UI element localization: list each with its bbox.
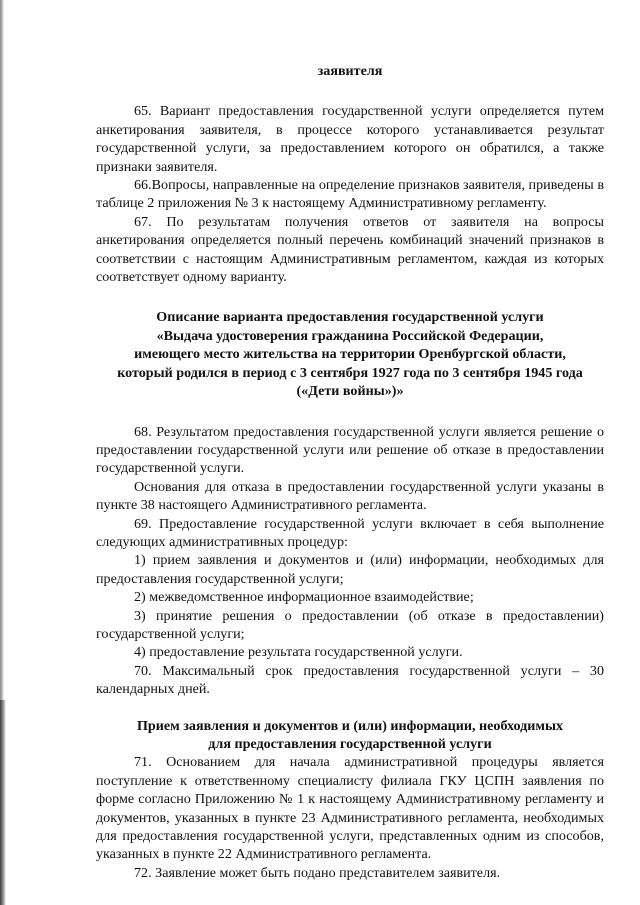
- procedure-1: 1) прием заявления и документов и (или) информации, необходимых для предоставления государственной услуги;: [96, 552, 604, 587]
- section-heading-line: «Выдача удостоверения гражданина Российской Федерации,: [156, 327, 544, 344]
- paragraph-65: 65. Вариант предоставления государственной услуги определяется путем анкетирования заявителя, в процессе которого устанавливается результат государственной услуги, за предоставлением которого он обратился, а также признаки заявителя.: [96, 103, 604, 175]
- section-heading-variant: [96, 308, 604, 400]
- section-heading-line: Описание варианта предоставления государственной услуги: [156, 309, 544, 326]
- procedure-3: 3) принятие решения о предоставлении (об отказе в предоставлении) государственной услуги;: [96, 607, 604, 642]
- procedure-2: 2) межведомственное информационное взаимодействие;: [134, 589, 474, 606]
- paragraph-71: 71. Основанием для начала административной процедуры является поступление к ответственному специалисту филиала ГКУ ЦСПН заявления по форме согласно Приложению № 1 к настоящему Административному регламенту и документов, указанных в пункте 23 Административного регламента, необходимых для предоставления государственной услуги, представленных одним из способов, указанных в пункте 22 Административного регламента.: [96, 754, 604, 863]
- paragraph-67: 67. По результатам получения ответов от заявителя на вопросы анкетирования определяется полный перечень комбинаций значений признаков в соответствии с настоящим Административным регламентом, каждая из которых соответствует одному варианту.: [96, 213, 604, 286]
- document-body: [96, 62, 604, 882]
- procedure-4: 4) предоставление результата государственной услуги.: [134, 644, 463, 661]
- section-heading-line: который родился в период с 3 сентября 1927 года по 3 сентября 1945 года: [117, 364, 583, 381]
- paragraph-68: 68. Результатом предоставления государственной услуги является решение о предоставлении государственной услуги или решение об отказе в предоставлении государственной услуги.: [96, 423, 604, 477]
- heading-top: заявителя: [317, 63, 383, 79]
- paragraph-69: 69. Предоставление государственной услуги включает в себя выполнение следующих административных процедур:: [96, 515, 604, 550]
- section-heading-line: («Дети войны»)»: [296, 383, 404, 400]
- section-heading-line: для предоставления государственной услуги: [208, 736, 492, 752]
- section-heading-application: [96, 717, 604, 754]
- scan-edge-shadow-lower: [0, 700, 6, 905]
- section-heading-line: имеющего место жительства на территории Оренбургской области,: [134, 346, 566, 363]
- paragraph-72: 72. Заявление может быть подано представителем заявителя.: [134, 864, 501, 881]
- paragraph-70: 70. Максимальный срок предоставления государственной услуги – 30 календарных дней.: [96, 662, 604, 698]
- section-heading-line: Прием заявления и документов и (или) информации, необходимых: [136, 717, 564, 734]
- paragraph-66: 66.Вопросы, направленные на определение признаков заявителя, приведены в таблице 2 приложения № 3 к настоящему Административному регламенту.: [96, 177, 604, 212]
- paragraph-68-refusal: Основания для отказа в предоставлении государственной услуги указаны в пункте 38 настоящего Административного регламента.: [96, 478, 604, 514]
